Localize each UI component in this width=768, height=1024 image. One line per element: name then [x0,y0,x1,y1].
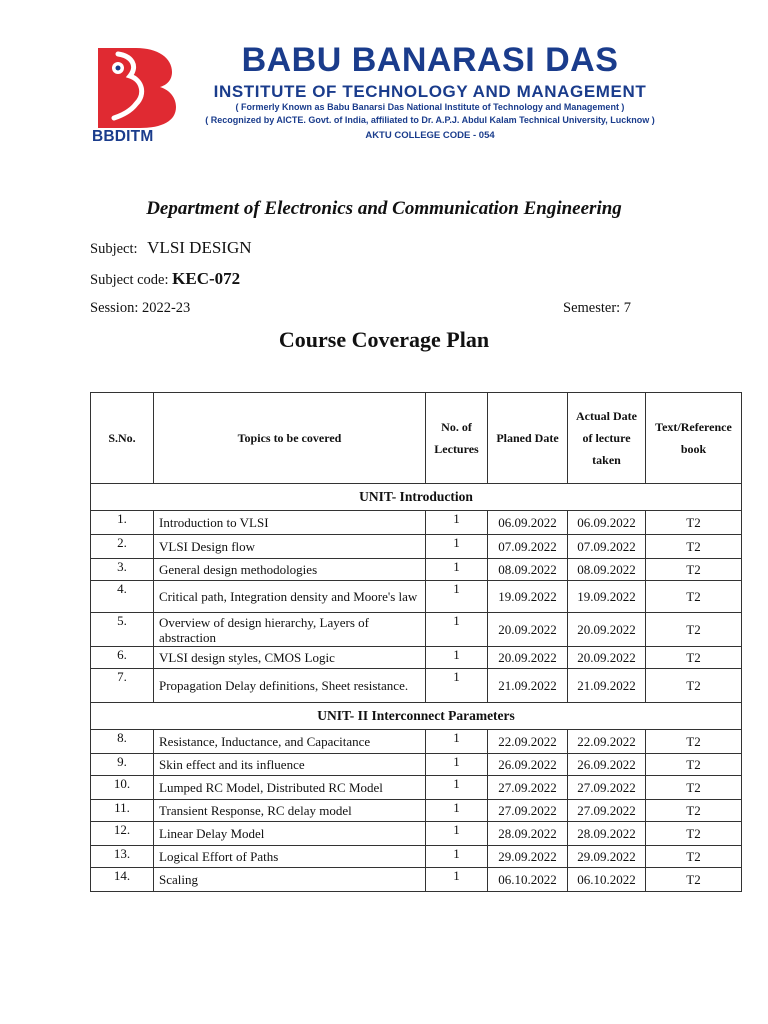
cell-lectures: 1 [426,754,488,776]
institute-header [190,40,670,152]
cell-lectures: 1 [426,776,488,800]
cell-planned-date: 06.10.2022 [488,868,568,892]
cell-actual-date: 28.09.2022 [568,822,646,846]
cell-actual-date: 26.09.2022 [568,754,646,776]
table-row [91,800,742,822]
cell-planned-date: 21.09.2022 [488,669,568,703]
cell-planned-date: 20.09.2022 [488,613,568,647]
cell-lectures: 1 [426,613,488,647]
table-row [91,776,742,800]
cell-actual-date: 27.09.2022 [568,776,646,800]
table-row [91,669,742,703]
cell-topic: Transient Response, RC delay model [154,800,426,822]
cell-lectures: 1 [426,846,488,868]
cell-sno: 11. [91,800,154,822]
cell-topic: Logical Effort of Paths [154,846,426,868]
cell-lectures: 1 [426,669,488,703]
cell-topic: Linear Delay Model [154,822,426,846]
cell-planned-date: 08.09.2022 [488,559,568,581]
unit-title: UNIT- II Interconnect Parameters [91,703,742,730]
cell-topic: VLSI design styles, CMOS Logic [154,647,426,669]
cell-sno: 7. [91,669,154,703]
cell-lectures: 1 [426,822,488,846]
table-row [91,511,742,535]
cell-planned-date: 19.09.2022 [488,581,568,613]
cell-sno: 14. [91,868,154,892]
cell-reference: T2 [646,754,742,776]
cell-lectures: 1 [426,800,488,822]
cell-planned-date: 27.09.2022 [488,800,568,822]
table-row [91,730,742,754]
cell-topic: Propagation Delay definitions, Sheet resistance. [154,669,426,703]
table-row [91,613,742,647]
cell-sno: 2. [91,535,154,559]
cell-reference: T2 [646,647,742,669]
cell-sno: 13. [91,846,154,868]
cell-reference: T2 [646,669,742,703]
cell-actual-date: 06.09.2022 [568,511,646,535]
cell-topic: Resistance, Inductance, and Capacitance [154,730,426,754]
cell-sno: 8. [91,730,154,754]
session-line: Session: 2022-23 [90,300,191,316]
cell-lectures: 1 [426,559,488,581]
cell-actual-date: 20.09.2022 [568,613,646,647]
table-row [91,647,742,669]
cell-planned-date: 26.09.2022 [488,754,568,776]
cell-reference: T2 [646,800,742,822]
cell-reference: T2 [646,511,742,535]
cell-actual-date: 29.09.2022 [568,846,646,868]
cell-sno: 9. [91,754,154,776]
table-header-row [91,393,742,484]
cell-sno: 5. [91,613,154,647]
cell-planned-date: 27.09.2022 [488,776,568,800]
semester-line: Semester: 7 [563,300,632,316]
cell-reference: T2 [646,581,742,613]
cell-topic: Scaling [154,868,426,892]
cell-planned-date: 29.09.2022 [488,846,568,868]
table-row [91,581,742,613]
page-title: Course Coverage Plan [278,327,490,352]
header-lectures: No. of Lectures [426,393,488,484]
unit-row [91,703,742,730]
cell-lectures: 1 [426,535,488,559]
institute-subtitle: INSTITUTE OF TECHNOLOGY AND MANAGEMENT [213,82,647,101]
course-coverage-table [90,392,742,892]
cell-lectures: 1 [426,581,488,613]
cell-sno: 4. [91,581,154,613]
college-code: AKTU COLLEGE CODE - 054 [365,130,495,141]
cell-planned-date: 22.09.2022 [488,730,568,754]
cell-topic: Lumped RC Model, Distributed RC Model [154,776,426,800]
cell-lectures: 1 [426,647,488,669]
cell-reference: T2 [646,776,742,800]
subject-code-line [90,269,240,289]
subject-code-value: KEC-072 [172,269,241,288]
cell-sno: 12. [91,822,154,846]
cell-lectures: 1 [426,730,488,754]
cell-planned-date: 07.09.2022 [488,535,568,559]
table-row [91,559,742,581]
cell-topic: Critical path, Integration density and Moore's law [154,581,426,613]
cell-planned-date: 20.09.2022 [488,647,568,669]
header-planned-date: Planed Date [488,393,568,484]
logo-text: BBDITM [92,128,154,145]
cell-reference: T2 [646,535,742,559]
table-row [91,535,742,559]
cell-actual-date: 21.09.2022 [568,669,646,703]
cell-reference: T2 [646,846,742,868]
cell-sno: 1. [91,511,154,535]
cell-reference: T2 [646,613,742,647]
cell-topic: Overview of design hierarchy, Layers of abstraction [154,613,426,647]
cell-actual-date: 06.10.2022 [568,868,646,892]
unit-title: UNIT- Introduction [91,484,742,511]
institute-name: BABU BANARASI DAS [241,41,619,79]
cell-sno: 3. [91,559,154,581]
cell-actual-date: 08.09.2022 [568,559,646,581]
cell-actual-date: 19.09.2022 [568,581,646,613]
cell-topic: VLSI Design flow [154,535,426,559]
cell-reference: T2 [646,730,742,754]
cell-lectures: 1 [426,511,488,535]
cell-sno: 6. [91,647,154,669]
cell-planned-date: 28.09.2022 [488,822,568,846]
cell-reference: T2 [646,868,742,892]
table-row [91,754,742,776]
subject-label: Subject: [90,241,138,257]
subject-code-label: Subject code: [90,272,169,288]
table-row [91,868,742,892]
cell-topic: Introduction to VLSI [154,511,426,535]
cell-actual-date: 20.09.2022 [568,647,646,669]
formerly-known-line: ( Formerly Known as Babu Banarsi Das National Institute of Technology and Management ) [235,102,625,112]
header-topics: Topics to be covered [154,393,426,484]
cell-lectures: 1 [426,868,488,892]
recognition-line: ( Recognized by AICTE. Govt. of India, affiliated to Dr. A.P.J. Abdul Kalam Technical University, Lucknow ) [205,115,655,125]
cell-reference: T2 [646,822,742,846]
header-actual-date: Actual Date of lecture taken [568,393,646,484]
header-sno: S.No. [91,393,154,484]
cell-topic: General design methodologies [154,559,426,581]
cell-actual-date: 22.09.2022 [568,730,646,754]
cell-reference: T2 [646,559,742,581]
subject-value: VLSI DESIGN [147,238,252,257]
header-reference: Text/Reference book [646,393,742,484]
department-title: Department of Electronics and Communication Engineering [146,198,622,219]
cell-actual-date: 07.09.2022 [568,535,646,559]
cell-topic: Skin effect and its influence [154,754,426,776]
cell-planned-date: 06.09.2022 [488,511,568,535]
table-row [91,822,742,846]
cell-sno: 10. [91,776,154,800]
table-row [91,846,742,868]
unit-row [91,484,742,511]
cell-actual-date: 27.09.2022 [568,800,646,822]
subject-line [90,238,252,258]
